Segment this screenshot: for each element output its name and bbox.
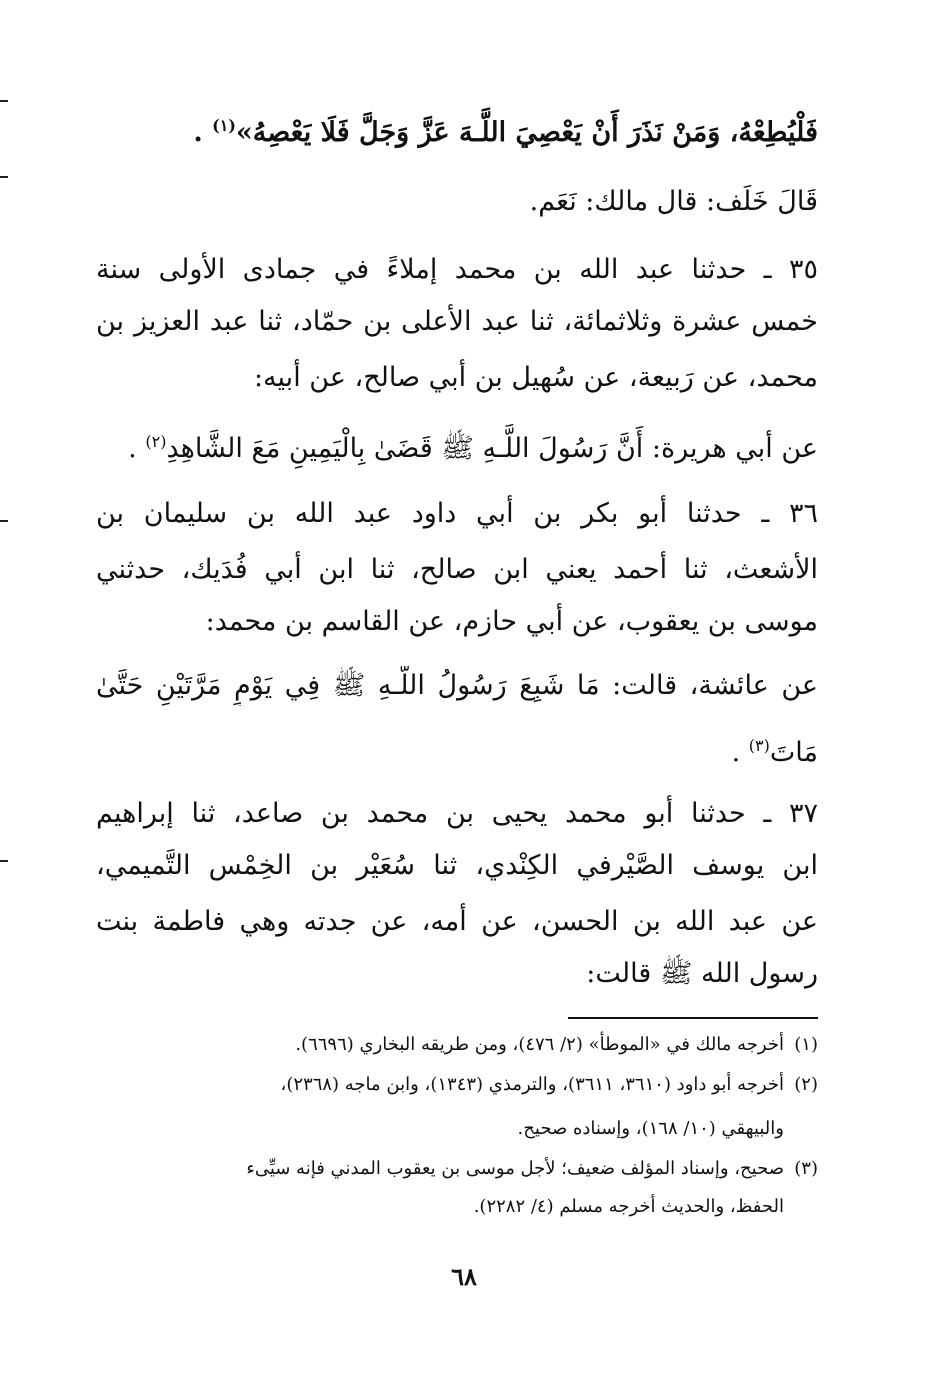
scan-edge-mark: [0, 100, 8, 102]
scan-edge-mark: [0, 860, 8, 862]
footnote-number: (٢): [794, 1074, 818, 1095]
text-line-14: عن عبد الله بن الحسن، عن أمه، عن جدته وهي فاطمة بنت: [96, 906, 818, 937]
text-line-3: ٣٥ ـ حدثنا عبد الله بن محمد إملاءً في جمادى الأولى سنة: [96, 254, 818, 285]
footnote-1: (١)أخرجه مالك في «الموطأ» (٢/ ٤٧٦)، ومن طريقه البخاري (٦٦٩٦).: [96, 1030, 818, 1060]
text-line-6: عن أبي هريرة: أَنَّ رَسُولَ اللَّـهِ ﷺ قَضَىٰ بِالْيَمِينِ مَعَ الشَّاهِدِ$^{(٢)}$ .: [128, 432, 818, 464]
scan-edge-mark: [0, 176, 8, 178]
text-line-11: مَاتَ$^{(٣)}$ .: [731, 736, 818, 768]
scan-edge-mark: [0, 520, 8, 522]
text-line-4: خمس عشرة وثلاثمائة، ثنا عبد الأعلى بن حمّاد، ثنا عبد العزيز بن: [96, 306, 818, 337]
footnote-number: (٣): [794, 1158, 818, 1179]
text-line-1: فَلْيُطِعْهُ، وَمَنْ نَذَرَ أَنْ يَعْصِيَ اللَّـهَ عَزَّ وَجَلَّ فَلَا يَعْصِهُ»$^{(١)}$ .: [193, 116, 818, 148]
text-line-10: عن عائشة، قالت: مَا شَبِعَ رَسُولُ اللَّـهِ ﷺ فِي يَوْمٍ مَرَّتَيْنِ حَتَّىٰ: [96, 670, 818, 701]
footnote-3-continued: الحفظ، والحديث أخرجه مسلم (٤/ ٢٢٨٢).: [473, 1196, 784, 1217]
text-line-5: محمد، عن رَبيعة، عن سُهيل بن أبي صالح، عن أبيه:: [253, 362, 818, 393]
text-line-12: ٣٧ ـ حدثنا أبو محمد يحيى بن محمد بن صاعد، ثنا إبراهيم: [96, 798, 818, 829]
footnote-number: (١): [794, 1034, 818, 1055]
page-number: ٦٨: [451, 1262, 477, 1291]
text-line-7: ٣٦ ـ حدثنا أبو بكر بن أبي داود عبد الله بن سليمان بن: [96, 498, 818, 529]
footnote-3: (٣)صحيح، وإسناد المؤلف ضعيف؛ لأجل موسى بن يعقوب المدني فإنه سيِّىء: [96, 1154, 818, 1184]
footnote-separator: [568, 1017, 818, 1019]
text-line-9: موسى بن يعقوب، عن أبي حازم، عن القاسم بن محمد:: [205, 606, 818, 637]
footnote-ref-2: (٢): [145, 432, 167, 451]
text-line-13: ابن يوسف الصَّيْرفي الكِنْدي، ثنا سُعَيْر بن الخِمْس التَّميمي،: [96, 850, 818, 881]
footnote-ref-3: (٣): [748, 736, 770, 755]
footnote-2-continued: والبيهقي (١٠/ ١٦٨)، وإسناده صحيح.: [517, 1118, 784, 1139]
text-line-2: قَالَ خَلَف: قال مالك: نَعَم.: [529, 186, 818, 217]
footnote-2: (٢)أخرجه أبو داود (٣٦١٠، ٣٦١١)، والترمذي (١٣٤٣)، وابن ماجه (٢٣٦٨)،: [96, 1070, 818, 1100]
footnote-ref-1: (١): [212, 116, 236, 135]
text-line-15: رسول الله ﷺ قالت:: [586, 958, 818, 989]
text-line-8: الأشعث، ثنا أحمد يعني ابن صالح، ثنا ابن أبي فُدَيك، حدثني: [96, 554, 818, 585]
